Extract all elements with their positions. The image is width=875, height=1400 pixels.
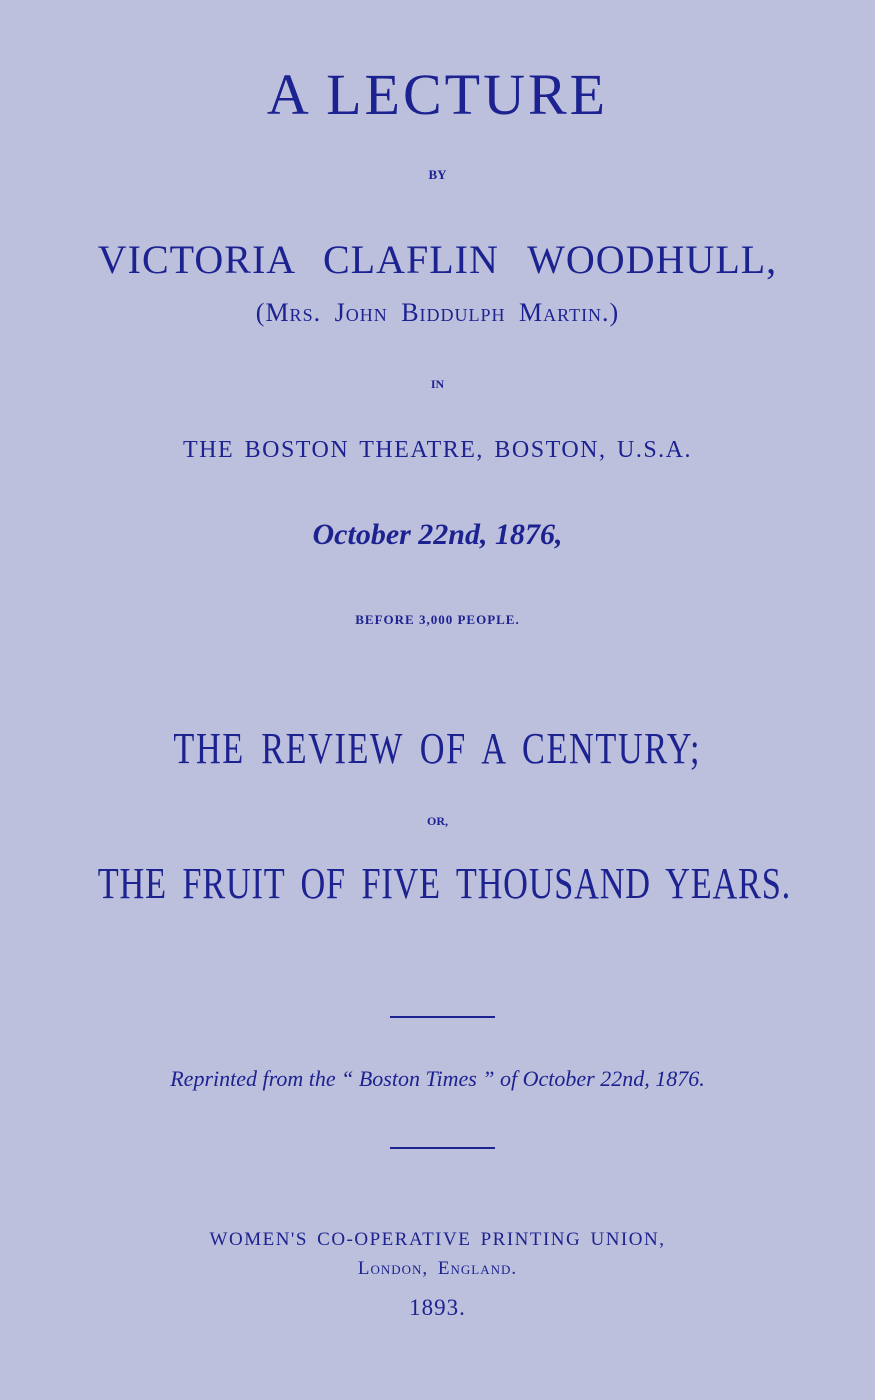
in-label — [0, 378, 875, 390]
audience-note — [0, 613, 875, 626]
author-name — [0, 237, 875, 282]
date-text: October 22nd, 1876, — [312, 518, 563, 551]
reprint-note — [0, 1068, 875, 1090]
divider-rule — [390, 1147, 495, 1149]
audience-text: BEFORE 3,000 PEOPLE. — [355, 612, 520, 627]
publication-year — [0, 1296, 875, 1319]
publication-place — [0, 1259, 875, 1278]
work-subtitle-text: THE FRUIT OF FIVE THOUSAND YEARS. — [97, 859, 791, 908]
page-title — [0, 62, 875, 127]
author-alias-text: (Mrs. John Biddulph Martin.) — [255, 298, 620, 327]
or-label — [0, 815, 875, 827]
year-text: 1893. — [409, 1295, 466, 1320]
divider-rule — [390, 1016, 495, 1018]
in-text: IN — [430, 377, 445, 391]
work-subtitle — [0, 859, 875, 908]
by-text: BY — [428, 167, 447, 182]
by-label — [0, 168, 875, 181]
or-text: OR, — [427, 814, 448, 828]
publisher-text: WOMEN'S CO-OPERATIVE PRINTING UNION, — [209, 1229, 666, 1250]
reprint-note-text: Reprinted from the “ Boston Times ” of October 22nd, 1876. — [170, 1066, 705, 1091]
place-text: London, England. — [357, 1258, 518, 1279]
work-title — [0, 724, 875, 773]
author-text: VICTORIA CLAFLIN WOODHULL, — [97, 237, 778, 282]
publisher — [0, 1230, 875, 1249]
venue-text: THE BOSTON THEATRE, BOSTON, U.S.A. — [182, 437, 693, 463]
work-title-text: THE REVIEW OF A CENTURY; — [173, 724, 702, 773]
venue — [0, 438, 875, 462]
author-alias — [0, 300, 875, 326]
lecture-date — [0, 520, 875, 550]
title-text: A LECTURE — [266, 62, 609, 127]
